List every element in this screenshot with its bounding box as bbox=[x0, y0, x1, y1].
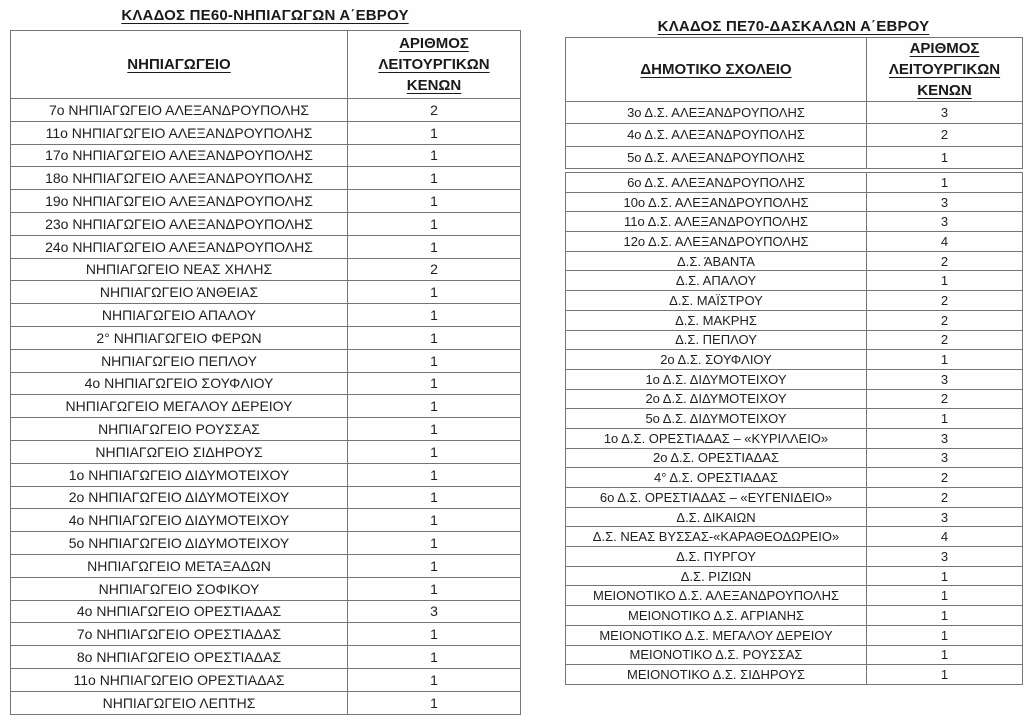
table-row bbox=[11, 144, 521, 167]
school-name-cell: ΝΗΠΙΑΓΩΓΕΙΟ ΣΙΔΗΡΟΥΣ bbox=[11, 440, 348, 463]
school-name-cell: Δ.Σ. ΝΕΑΣ ΒΥΣΣΑΣ-«ΚΑΡΑΘΕΟΔΩΡΕΙΟ» bbox=[566, 527, 867, 547]
vacancy-count-cell: 1 bbox=[348, 395, 521, 418]
school-name-cell: 6ο Δ.Σ. ΟΡΕΣΤΙΑΔΑΣ – «ΕΥΓΕΝΙΔΕΙΟ» bbox=[566, 488, 867, 508]
school-name-cell: Δ.Σ. ΑΠΑΛΟΥ bbox=[566, 271, 867, 291]
table-row bbox=[566, 310, 1023, 330]
table-row bbox=[11, 463, 521, 486]
pe60-vacancy-table bbox=[10, 30, 521, 715]
vacancy-count-cell: 2 bbox=[348, 258, 521, 281]
school-name-cell: 1ο ΝΗΠΙΑΓΩΓΕΙΟ ΔΙΔΥΜΟΤΕΙΧΟΥ bbox=[11, 463, 348, 486]
table-row bbox=[11, 486, 521, 509]
table-row bbox=[11, 258, 521, 281]
school-name-cell: 11ο ΝΗΠΙΑΓΩΓΕΙΟ ΑΛΕΞΑΝΔΡΟΥΠΟΛΗΣ bbox=[11, 121, 348, 144]
table-row bbox=[11, 349, 521, 372]
table-row bbox=[11, 623, 521, 646]
vacancy-count-cell: 1 bbox=[867, 665, 1023, 685]
table-row bbox=[566, 586, 1023, 606]
school-name-cell: 24ο ΝΗΠΙΑΓΩΓΕΙΟ ΑΛΕΞΑΝΔΡΟΥΠΟΛΗΣ bbox=[11, 235, 348, 258]
school-name-cell: 18ο ΝΗΠΙΑΓΩΓΕΙΟ ΑΛΕΞΑΝΔΡΟΥΠΟΛΗΣ bbox=[11, 167, 348, 190]
vacancy-count-cell: 2 bbox=[867, 389, 1023, 409]
vacancy-count-cell: 3 bbox=[867, 102, 1023, 124]
vacancy-count-cell: 1 bbox=[348, 372, 521, 395]
vacancy-header-line-1: ΑΡΙΘΜΟΣ bbox=[399, 35, 469, 52]
school-name-cell: 2ο ΝΗΠΙΑΓΩΓΕΙΟ ΔΙΔΥΜΟΤΕΙΧΟΥ bbox=[11, 486, 348, 509]
school-name-cell: Δ.Σ. ΠΕΠΛΟΥ bbox=[566, 330, 867, 350]
vacancy-header-line-2: ΛΕΙΤΟΥΡΓΙΚΩΝ bbox=[378, 56, 490, 73]
vacancy-count-cell: 1 bbox=[348, 623, 521, 646]
school-name-cell: Δ.Σ. ΜΑΪΣΤΡΟΥ bbox=[566, 291, 867, 311]
pe60-school-column-header bbox=[11, 31, 348, 99]
vacancy-count-cell: 1 bbox=[867, 645, 1023, 665]
table-row bbox=[566, 271, 1023, 291]
table-row bbox=[11, 395, 521, 418]
school-name-cell: ΜΕΙΟΝΟΤΙΚΟ Δ.Σ. ΜΕΓΑΛΟΥ ΔΕΡΕΙΟΥ bbox=[566, 625, 867, 645]
table-row bbox=[566, 146, 1023, 168]
pe70-header-row bbox=[566, 38, 1023, 102]
table-row bbox=[566, 409, 1023, 429]
pe70-school-column-header bbox=[566, 38, 867, 102]
vacancy-count-cell: 1 bbox=[348, 121, 521, 144]
table-row bbox=[11, 440, 521, 463]
vacancy-count-cell: 1 bbox=[867, 566, 1023, 586]
school-name-cell: 2ο Δ.Σ. ΣΟΥΦΛΙΟΥ bbox=[566, 350, 867, 370]
table-row bbox=[11, 121, 521, 144]
vacancy-count-cell: 2 bbox=[867, 488, 1023, 508]
school-name-cell: 4° Δ.Σ. ΟΡΕΣΤΙΑΔΑΣ bbox=[566, 468, 867, 488]
table-row bbox=[566, 212, 1023, 232]
table-row bbox=[566, 232, 1023, 252]
vacancy-count-cell: 1 bbox=[348, 190, 521, 213]
school-name-cell: Δ.Σ. ΜΑΚΡΗΣ bbox=[566, 310, 867, 330]
table-row bbox=[11, 691, 521, 714]
vacancy-count-cell: 2 bbox=[867, 251, 1023, 271]
vacancy-count-cell: 1 bbox=[348, 281, 521, 304]
vacancy-count-cell: 1 bbox=[348, 235, 521, 258]
table-row bbox=[566, 606, 1023, 626]
school-name-cell: 8ο ΝΗΠΙΑΓΩΓΕΙΟ ΟΡΕΣΤΙΑΔΑΣ bbox=[11, 646, 348, 669]
school-name-cell: 7ο ΝΗΠΙΑΓΩΓΕΙΟ ΟΡΕΣΤΙΑΔΑΣ bbox=[11, 623, 348, 646]
pe70-vacancy-table-block2 bbox=[565, 172, 1023, 685]
school-name-cell: 4ο ΝΗΠΙΑΓΩΓΕΙΟ ΔΙΔΥΜΟΤΕΙΧΟΥ bbox=[11, 509, 348, 532]
table-row bbox=[11, 326, 521, 349]
vacancy-count-cell: 2 bbox=[867, 124, 1023, 146]
table-row bbox=[566, 124, 1023, 146]
table-row bbox=[11, 167, 521, 190]
table-row bbox=[566, 192, 1023, 212]
school-name-cell: 4ο Δ.Σ. ΑΛΕΞΑΝΔΡΟΥΠΟΛΗΣ bbox=[566, 124, 867, 146]
table-row bbox=[11, 418, 521, 441]
school-name-cell: ΝΗΠΙΑΓΩΓΕΙΟ ΠΕΠΛΟΥ bbox=[11, 349, 348, 372]
school-name-cell: Δ.Σ. ΡΙΖΙΩΝ bbox=[566, 566, 867, 586]
school-name-cell: 2ο Δ.Σ. ΔΙΔΥΜΟΤΕΙΧΟΥ bbox=[566, 389, 867, 409]
school-name-cell: 11ο Δ.Σ. ΑΛΕΞΑΝΔΡΟΥΠΟΛΗΣ bbox=[566, 212, 867, 232]
vacancy-header-line-3: ΚΕΝΩΝ bbox=[406, 77, 462, 94]
table-row bbox=[566, 527, 1023, 547]
table-row bbox=[566, 173, 1023, 193]
vacancy-count-cell: 3 bbox=[867, 369, 1023, 389]
table-row bbox=[566, 330, 1023, 350]
vacancy-header-line-3: ΚΕΝΩΝ bbox=[917, 82, 972, 99]
vacancy-count-cell: 1 bbox=[348, 691, 521, 714]
school-name-cell: ΜΕΙΟΝΟΤΙΚΟ Δ.Σ. ΑΓΡΙΑΝΗΣ bbox=[566, 606, 867, 626]
vacancy-count-cell: 3 bbox=[348, 600, 521, 623]
pe60-table-title: ΚΛΑΔΟΣ ΠΕ60-ΝΗΠΙΑΓΩΓΩΝ Α΄ΕΒΡΟΥ bbox=[121, 7, 409, 24]
vacancy-count-cell: 3 bbox=[867, 448, 1023, 468]
table-row bbox=[566, 625, 1023, 645]
table-row bbox=[11, 509, 521, 532]
vacancy-count-cell: 1 bbox=[867, 625, 1023, 645]
school-name-cell: 2° ΝΗΠΙΑΓΩΓΕΙΟ ΦΕΡΩΝ bbox=[11, 326, 348, 349]
pe70-table-title: ΚΛΑΔΟΣ ΠΕ70-ΔΑΣΚΑΛΩΝ Α΄ΕΒΡΟΥ bbox=[657, 18, 930, 35]
school-name-cell: 19ο ΝΗΠΙΑΓΩΓΕΙΟ ΑΛΕΞΑΝΔΡΟΥΠΟΛΗΣ bbox=[11, 190, 348, 213]
school-name-cell: ΜΕΙΟΝΟΤΙΚΟ Δ.Σ. ΡΟΥΣΣΑΣ bbox=[566, 645, 867, 665]
table-row bbox=[11, 600, 521, 623]
table-row bbox=[566, 350, 1023, 370]
vacancy-count-cell: 2 bbox=[867, 291, 1023, 311]
table-row bbox=[566, 428, 1023, 448]
school-name-cell: ΝΗΠΙΑΓΩΓΕΙΟ ΝΕΑΣ ΧΗΛΗΣ bbox=[11, 258, 348, 281]
vacancy-count-cell: 1 bbox=[867, 350, 1023, 370]
pe60-school-column-header-label: ΝΗΠΙΑΓΩΓΕΙΟ bbox=[127, 56, 231, 73]
table-row bbox=[11, 99, 521, 122]
table-row bbox=[566, 488, 1023, 508]
vacancy-count-cell: 1 bbox=[348, 349, 521, 372]
vacancy-count-cell: 1 bbox=[348, 486, 521, 509]
school-name-cell: 7ο ΝΗΠΙΑΓΩΓΕΙΟ ΑΛΕΞΑΝΔΡΟΥΠΟΛΗΣ bbox=[11, 99, 348, 122]
school-name-cell: 5ο Δ.Σ. ΑΛΕΞΑΝΔΡΟΥΠΟΛΗΣ bbox=[566, 146, 867, 168]
table-row bbox=[11, 235, 521, 258]
school-name-cell: ΝΗΠΙΑΓΩΓΕΙΟ ΜΕΓΑΛΟΥ ΔΕΡΕΙΟΥ bbox=[11, 395, 348, 418]
school-name-cell: 6ο Δ.Σ. ΑΛΕΞΑΝΔΡΟΥΠΟΛΗΣ bbox=[566, 173, 867, 193]
table-row bbox=[566, 507, 1023, 527]
vacancy-count-cell: 1 bbox=[348, 144, 521, 167]
table-row bbox=[11, 646, 521, 669]
table-row bbox=[566, 645, 1023, 665]
vacancy-count-cell: 1 bbox=[348, 668, 521, 691]
school-name-cell: ΝΗΠΙΑΓΩΓΕΙΟ ΆΝΘΕΙΑΣ bbox=[11, 281, 348, 304]
school-name-cell: 4ο ΝΗΠΙΑΓΩΓΕΙΟ ΣΟΥΦΛΙΟΥ bbox=[11, 372, 348, 395]
vacancy-count-cell: 3 bbox=[867, 547, 1023, 567]
vacancy-count-cell: 1 bbox=[348, 532, 521, 555]
vacancy-count-cell: 1 bbox=[867, 173, 1023, 193]
vacancy-count-cell: 1 bbox=[348, 212, 521, 235]
table-row bbox=[566, 665, 1023, 685]
school-name-cell: ΝΗΠΙΑΓΩΓΕΙΟ ΣΟΦΙΚΟΥ bbox=[11, 577, 348, 600]
table-row bbox=[566, 102, 1023, 124]
school-name-cell: 1ο Δ.Σ. ΟΡΕΣΤΙΑΔΑΣ – «ΚΥΡΙΛΛΕΙΟ» bbox=[566, 428, 867, 448]
school-name-cell: 2ο Δ.Σ. ΟΡΕΣΤΙΑΔΑΣ bbox=[566, 448, 867, 468]
table-row bbox=[566, 468, 1023, 488]
vacancy-count-cell: 1 bbox=[348, 463, 521, 486]
table-row bbox=[11, 372, 521, 395]
vacancy-count-cell: 1 bbox=[867, 409, 1023, 429]
table-row bbox=[566, 448, 1023, 468]
vacancy-count-cell: 4 bbox=[867, 232, 1023, 252]
school-name-cell: ΝΗΠΙΑΓΩΓΕΙΟ ΛΕΠΤΗΣ bbox=[11, 691, 348, 714]
vacancy-count-cell: 1 bbox=[348, 440, 521, 463]
table-row bbox=[11, 190, 521, 213]
vacancy-count-cell: 2 bbox=[867, 468, 1023, 488]
vacancy-count-cell: 1 bbox=[867, 606, 1023, 626]
vacancy-count-cell: 1 bbox=[348, 326, 521, 349]
school-name-cell: Δ.Σ. ΠΥΡΓΟΥ bbox=[566, 547, 867, 567]
school-name-cell: 11ο ΝΗΠΙΑΓΩΓΕΙΟ ΟΡΕΣΤΙΑΔΑΣ bbox=[11, 668, 348, 691]
table-row bbox=[566, 291, 1023, 311]
school-name-cell: ΝΗΠΙΑΓΩΓΕΙΟ ΡΟΥΣΣΑΣ bbox=[11, 418, 348, 441]
table-row bbox=[566, 566, 1023, 586]
table-row bbox=[11, 281, 521, 304]
table-row bbox=[11, 212, 521, 235]
pe60-header-row bbox=[11, 31, 521, 99]
vacancy-count-cell: 1 bbox=[348, 646, 521, 669]
school-name-cell: 17ο ΝΗΠΙΑΓΩΓΕΙΟ ΑΛΕΞΑΝΔΡΟΥΠΟΛΗΣ bbox=[11, 144, 348, 167]
school-name-cell: 1ο Δ.Σ. ΔΙΔΥΜΟΤΕΙΧΟΥ bbox=[566, 369, 867, 389]
vacancy-count-cell: 3 bbox=[867, 212, 1023, 232]
vacancy-count-cell: 2 bbox=[867, 310, 1023, 330]
school-name-cell: 23ο ΝΗΠΙΑΓΩΓΕΙΟ ΑΛΕΞΑΝΔΡΟΥΠΟΛΗΣ bbox=[11, 212, 348, 235]
vacancy-count-cell: 1 bbox=[348, 167, 521, 190]
vacancy-count-cell: 1 bbox=[867, 146, 1023, 168]
vacancy-count-cell: 4 bbox=[867, 527, 1023, 547]
table-row bbox=[11, 532, 521, 555]
school-name-cell: 5ο ΝΗΠΙΑΓΩΓΕΙΟ ΔΙΔΥΜΟΤΕΙΧΟΥ bbox=[11, 532, 348, 555]
school-name-cell: 10ο Δ.Σ. ΑΛΕΞΑΝΔΡΟΥΠΟΛΗΣ bbox=[566, 192, 867, 212]
school-name-cell: ΜΕΙΟΝΟΤΙΚΟ Δ.Σ. ΑΛΕΞΑΝΔΡΟΥΠΟΛΗΣ bbox=[566, 586, 867, 606]
pe70-vacancy-column-header bbox=[867, 38, 1023, 102]
vacancy-header-line-2: ΛΕΙΤΟΥΡΓΙΚΩΝ bbox=[888, 61, 1001, 78]
vacancy-count-cell: 2 bbox=[348, 99, 521, 122]
table-row bbox=[11, 554, 521, 577]
table-row bbox=[566, 389, 1023, 409]
vacancy-count-cell: 3 bbox=[867, 192, 1023, 212]
pe70-school-column-header-label: ΔΗΜΟΤΙΚΟ ΣΧΟΛΕΙΟ bbox=[640, 61, 792, 78]
school-name-cell: 4ο ΝΗΠΙΑΓΩΓΕΙΟ ΟΡΕΣΤΙΑΔΑΣ bbox=[11, 600, 348, 623]
table-row bbox=[11, 304, 521, 327]
school-name-cell: 12ο Δ.Σ. ΑΛΕΞΑΝΔΡΟΥΠΟΛΗΣ bbox=[566, 232, 867, 252]
vacancy-count-cell: 1 bbox=[348, 577, 521, 600]
vacancy-count-cell: 2 bbox=[867, 330, 1023, 350]
vacancy-count-cell: 3 bbox=[867, 507, 1023, 527]
school-name-cell: ΝΗΠΙΑΓΩΓΕΙΟ ΜΕΤΑΞΑΔΩΝ bbox=[11, 554, 348, 577]
table-row bbox=[566, 547, 1023, 567]
school-name-cell: ΜΕΙΟΝΟΤΙΚΟ Δ.Σ. ΣΙΔΗΡΟΥΣ bbox=[566, 665, 867, 685]
pe60-vacancy-column-header bbox=[348, 31, 521, 99]
vacancy-count-cell: 1 bbox=[348, 509, 521, 532]
vacancy-count-cell: 1 bbox=[348, 418, 521, 441]
vacancy-header-line-1: ΑΡΙΘΜΟΣ bbox=[909, 40, 980, 57]
vacancy-count-cell: 1 bbox=[867, 586, 1023, 606]
table-row bbox=[566, 369, 1023, 389]
vacancy-count-cell: 1 bbox=[348, 304, 521, 327]
vacancy-count-cell: 1 bbox=[348, 554, 521, 577]
school-name-cell: 5ο Δ.Σ. ΔΙΔΥΜΟΤΕΙΧΟΥ bbox=[566, 409, 867, 429]
table-row bbox=[11, 577, 521, 600]
vacancy-count-cell: 3 bbox=[867, 428, 1023, 448]
table-row bbox=[566, 251, 1023, 271]
table-row bbox=[11, 668, 521, 691]
vacancy-count-cell: 1 bbox=[867, 271, 1023, 291]
school-name-cell: Δ.Σ. ΔΙΚΑΙΩΝ bbox=[566, 507, 867, 527]
school-name-cell: Δ.Σ. ΆΒΑΝΤΑ bbox=[566, 251, 867, 271]
school-name-cell: ΝΗΠΙΑΓΩΓΕΙΟ ΑΠΑΛΟΥ bbox=[11, 304, 348, 327]
school-name-cell: 3ο Δ.Σ. ΑΛΕΞΑΝΔΡΟΥΠΟΛΗΣ bbox=[566, 102, 867, 124]
pe70-vacancy-table-block1 bbox=[565, 37, 1023, 169]
